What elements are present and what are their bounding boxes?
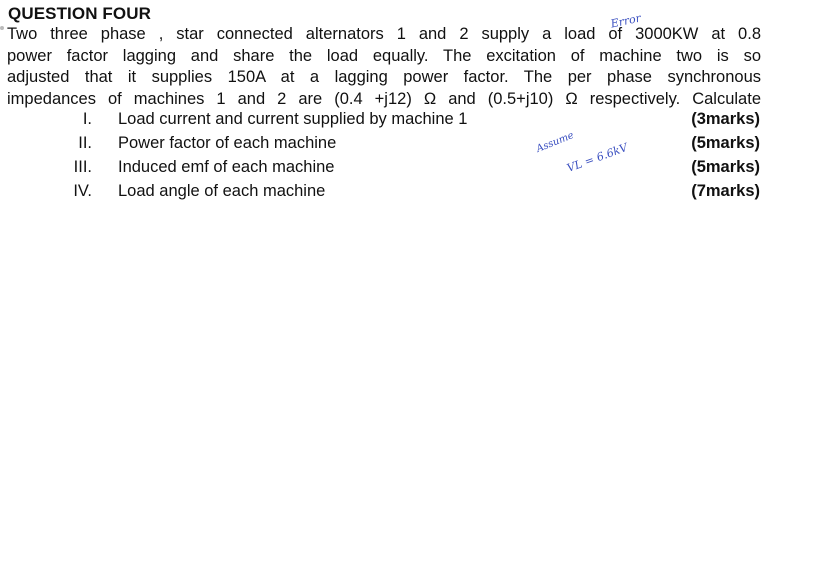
sub-question-marks: (5marks) bbox=[691, 158, 760, 176]
sub-question bbox=[0, 182, 824, 206]
paragraph-line: adjusted that it supplies 150A at a lagging power factor. The per phase synchronous bbox=[7, 68, 761, 86]
sub-question-number: III. bbox=[73, 158, 92, 176]
sub-question-text: Induced emf of each machine bbox=[118, 158, 335, 176]
sub-question bbox=[0, 158, 824, 182]
margin-mark bbox=[0, 26, 4, 30]
question-heading: QUESTION FOUR bbox=[8, 4, 151, 23]
sub-question-number: II. bbox=[78, 134, 92, 152]
sub-question bbox=[0, 110, 824, 134]
sub-question-text: Load angle of each machine bbox=[118, 182, 326, 200]
sub-question-marks: (5marks) bbox=[691, 134, 760, 152]
paragraph-line: impedances of machines 1 and 2 are (0.4 +j12) Ω and (0.5+j10) Ω respectively. Calculate bbox=[7, 89, 761, 108]
sub-question-marks: (3marks) bbox=[691, 110, 760, 128]
voltage-note-text: VL = 6.6kV bbox=[565, 140, 630, 175]
question-paragraph bbox=[7, 24, 761, 110]
sub-question-marks: (7marks) bbox=[691, 182, 760, 200]
assume-note-text: Assume bbox=[534, 130, 576, 155]
sub-question-list bbox=[0, 110, 824, 206]
sub-question-number: IV. bbox=[73, 182, 92, 200]
sub-question-number: I. bbox=[82, 110, 92, 128]
paragraph-line: power factor lagging and share the load equally. The excitation of machine two is so bbox=[7, 46, 761, 65]
error-note-text: Error bbox=[609, 11, 643, 31]
sub-question-text: Load current and current supplied by machine 1 bbox=[118, 110, 468, 128]
paragraph-line: Two three phase , star connected alternators 1 and 2 supply a load of 3000KW at 0.8 bbox=[7, 25, 761, 43]
sub-question bbox=[0, 134, 824, 158]
sub-question-text: Power factor of each machine bbox=[118, 134, 337, 152]
